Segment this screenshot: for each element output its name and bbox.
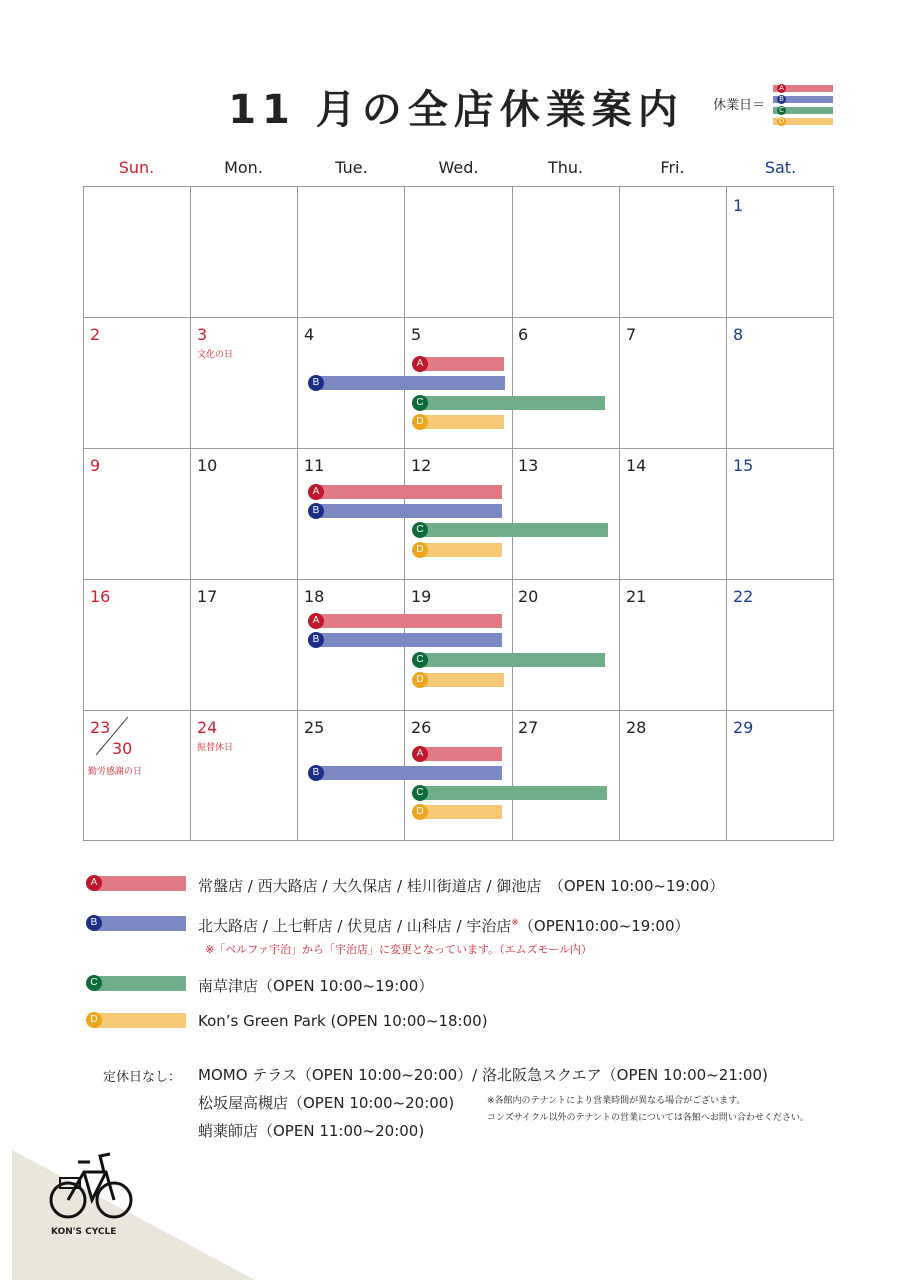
store-badge-c: C [412,522,428,538]
date-30: 30 [112,739,133,758]
holiday-key-label: 休業日＝ [713,98,766,113]
logo-text: KON'S CYCLE [51,1227,117,1237]
closure-bar-a [420,747,502,761]
legend-badge-a: A [86,875,102,891]
legend-text-b [198,915,690,936]
store-badge-a: A [412,356,428,372]
date-26: 26 [411,718,432,737]
page-title: 11 月の全店休業案内 [228,87,684,133]
no-holiday-note2: コンズサイクル以外のテナントの営業については各館へお問い合わせください。 [487,1113,809,1123]
store-badge-d: D [412,672,428,688]
store-badge-c: C [412,652,428,668]
store-badge-d: D [412,414,428,430]
holiday-note-23: 勤労感謝の日 [88,767,143,777]
closure-bar-b [313,633,502,647]
grid-line [619,186,620,841]
date-27: 27 [518,718,539,737]
closure-bar-c [420,786,607,800]
date-24: 24 [197,718,218,737]
key-badge-a: A [777,84,786,93]
no-holiday-line1: MOMO テラス（OPEN 10:00~20:00）/ 洛北阪急スクエア（OPEN 10:00~21:00) [198,1066,768,1084]
date-16: 16 [90,587,111,606]
closure-bar-b [313,766,502,780]
closure-bar-d [420,805,502,819]
store-badge-b: B [308,503,324,519]
date-4: 4 [304,325,315,344]
dow-sun: Sun. [118,158,155,177]
date-15: 15 [733,456,754,475]
holiday-note-24: 振替休日 [197,743,234,753]
date-13: 13 [518,456,539,475]
store-badge-b: B [308,632,324,648]
key-badge-c: C [777,106,786,115]
date-3: 3 [197,325,208,344]
legend-text-b-hours: （OPEN10:00~19:00） [518,917,690,935]
legend-bar-c [95,976,186,991]
date-21: 21 [626,587,647,606]
store-badge-d: D [412,804,428,820]
date-8: 8 [733,325,744,344]
closure-bar-c [420,523,608,537]
legend-text-b-stores: 北大路店 / 上七軒店 / 伏見店 / 山科店 / 宇治店 [198,917,512,935]
grid-line [297,186,298,841]
dow-sat: Sat. [764,158,797,177]
closure-bar-b [313,376,505,390]
date-9: 9 [90,456,101,475]
store-badge-c: C [412,395,428,411]
closure-bar-d [420,415,504,429]
closure-bar-a [420,357,504,371]
dow-wed: Wed. [438,158,479,177]
grid-line [190,186,191,841]
date-6: 6 [518,325,529,344]
legend-text-a: 常盤店 / 西大路店 / 大久保店 / 桂川街道店 / 御池店 （OPEN 10:00~19:00） [198,877,725,895]
date-29: 29 [733,718,754,737]
store-badge-b: B [308,375,324,391]
date-1: 1 [733,196,744,215]
dow-tue: Tue. [335,158,368,177]
grid-line [512,186,513,841]
no-holiday-line2: 松坂屋高槻店（OPEN 10:00~20:00) [198,1094,455,1112]
date-19: 19 [411,587,432,606]
closure-bar-b [313,504,502,518]
store-badge-c: C [412,785,428,801]
closure-bar-a [313,485,502,499]
date-18: 18 [304,587,325,606]
dow-thu: Thu. [547,158,584,177]
no-holiday-note1: ※各館内のテナントにより営業時間が異なる場合がございます。 [487,1096,746,1106]
legend-text-d: Kon’s Green Park (OPEN 10:00~18:00) [198,1012,488,1030]
closure-bar-d [420,673,504,687]
dow-fri: Fri. [660,158,685,177]
date-20: 20 [518,587,539,606]
legend-badge-d: D [86,1012,102,1028]
no-holiday-line3: 蛸薬師店（OPEN 11:00~20:00) [198,1122,425,1140]
grid-line [726,186,727,841]
closure-bar-c [420,653,605,667]
date-22: 22 [733,587,754,606]
holiday-note-3: 文化の日 [197,350,234,360]
grid-line [83,317,834,318]
key-badge-b: B [777,95,786,104]
legend-text-b-mark: ※ [511,918,519,928]
legend-bar-d [95,1013,186,1028]
no-holiday-label: 定休日なし： [103,1070,182,1085]
legend-text-c: 南草津店（OPEN 10:00~19:00） [198,977,434,995]
closure-bar-c [420,396,605,410]
bicycle-icon [48,1150,134,1222]
date-25: 25 [304,718,325,737]
closure-bar-a [313,614,502,628]
date-2: 2 [90,325,101,344]
grid-line [83,448,834,449]
key-badge-d: D [778,117,785,125]
date-28: 28 [626,718,647,737]
date-11: 11 [304,456,325,475]
grid-line [83,710,834,711]
legend-bar-a [95,876,186,891]
closure-bar-d [420,543,502,557]
legend-note-b: ※「ベルファ宇治」から「宇治店」に変更となっています。（エムズモール内） [205,943,592,956]
grid-line [83,579,834,580]
legend-badge-c: C [86,975,102,991]
date-5: 5 [411,325,422,344]
date-10: 10 [197,456,218,475]
store-badge-a: A [308,484,324,500]
store-badge-a: A [308,613,324,629]
date-17: 17 [197,587,218,606]
store-badge-b: B [308,765,324,781]
date-12: 12 [411,456,432,475]
date-23: 23 [90,718,111,737]
store-badge-a: A [412,746,428,762]
dow-mon: Mon. [224,158,263,177]
date-14: 14 [626,456,647,475]
date-7: 7 [626,325,637,344]
legend-badge-b: B [86,915,102,931]
legend-bar-b [95,916,186,931]
store-badge-d: D [412,542,428,558]
